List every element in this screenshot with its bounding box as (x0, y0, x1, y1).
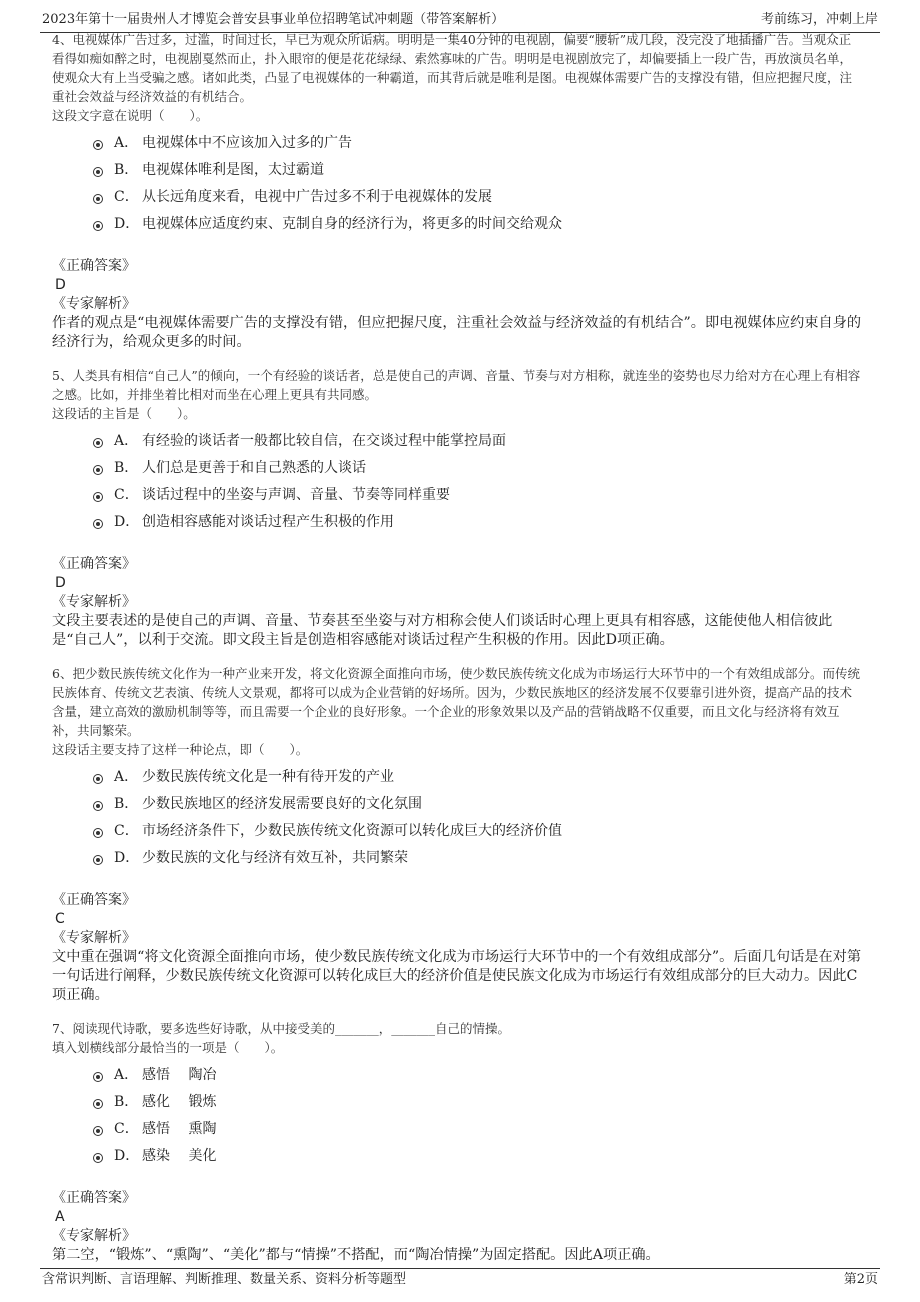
option-letter: A． (114, 433, 139, 449)
option-letter: B． (114, 1094, 139, 1110)
option-d[interactable] (52, 212, 862, 239)
option-text: 少数民族地区的经济发展需要良好的文化氛围 (142, 796, 422, 812)
question-stem: 7、阅读现代诗歌，要多选些好诗歌，从中接受美的_______，_______自己的情操。 (52, 1021, 510, 1036)
expert-analysis-label: 《专家解析》 (52, 296, 136, 312)
expert-analysis: 第二空，“锻炼”、“熏陶”、“美化”都与“情操”不搭配，而“陶冶情操”为固定搭配。因此A项正确。 (52, 1247, 660, 1263)
expert-analysis: 作者的观点是“电视媒体需要广告的支撑没有错，但应把握尺度，注重社会效益与经济效益的有机结合”。即电视媒体应约束自身的经济行为，给观众更多的时间。 (52, 315, 862, 350)
option-list (52, 765, 862, 873)
question-5 (52, 366, 862, 650)
option-c[interactable] (52, 185, 862, 212)
option-d[interactable] (52, 1144, 862, 1171)
option-text: 电视媒体应适度约束、克制自身的经济行为，将更多的时间交给观众 (142, 216, 562, 232)
option-text: 从长远角度来看，电视中广告过多不利于电视媒体的发展 (142, 189, 492, 205)
option-letter: B． (114, 796, 139, 812)
radio-icon[interactable] (93, 1126, 103, 1136)
option-letter: C． (114, 487, 139, 503)
correct-answer-label: 《正确答案》 (52, 258, 136, 274)
radio-icon[interactable] (93, 855, 103, 865)
question-prompt: 这段话主要支持了这样一种论点，即（ ）。 (52, 742, 309, 757)
option-b[interactable] (52, 456, 862, 483)
option-letter: D． (114, 216, 140, 232)
option-letter: D． (114, 850, 140, 866)
option-letter: D． (114, 514, 140, 530)
question-prompt: 这段文字意在说明（ ）。 (52, 108, 209, 123)
option-c[interactable] (52, 819, 862, 846)
expert-analysis-label: 《专家解析》 (52, 1228, 136, 1244)
option-list (52, 1063, 862, 1171)
radio-icon[interactable] (93, 167, 103, 177)
radio-icon[interactable] (93, 828, 103, 838)
radio-icon[interactable] (93, 492, 103, 502)
option-letter: C． (114, 1121, 139, 1137)
option-text: 人们总是更善于和自己熟悉的人谈话 (142, 460, 366, 476)
option-list (52, 131, 862, 239)
radio-icon[interactable] (93, 1072, 103, 1082)
question-7 (52, 1019, 862, 1265)
option-letter: C． (114, 823, 139, 839)
option-text: 感悟 熏陶 (142, 1121, 217, 1137)
option-letter: A． (114, 769, 139, 785)
expert-analysis-label: 《专家解析》 (52, 594, 136, 610)
radio-icon[interactable] (93, 194, 103, 204)
question-stem: 5、人类具有相信“自己人”的倾向，一个有经验的谈话者，总是使自己的声调、音量、节奏与对方相称，就连坐的姿势也尽力给对方在心理上有相容之感。比如，并排坐着比相对而坐在心理上更具有共同感。 (52, 368, 861, 402)
option-c[interactable] (52, 483, 862, 510)
radio-icon[interactable] (93, 438, 103, 448)
radio-icon[interactable] (93, 1099, 103, 1109)
header-slogan: 考前练习，冲刺上岸 (760, 12, 878, 27)
option-letter: D． (114, 1148, 140, 1164)
option-letter: B． (114, 162, 139, 178)
option-text: 电视媒体中不应该加入过多的广告 (142, 135, 352, 151)
correct-answer: A (55, 1209, 65, 1225)
expert-analysis: 文段主要表述的是使自己的声调、音量、节奏甚至坐姿与对方相称会使人们谈话时心理上更具有相容感，这能使他人相信彼此是“自己人”，以利于交流。即文段主旨是创造相容感能对谈话过程产生积极的作用。因此D项正确。 (52, 613, 833, 648)
option-text: 创造相容感能对谈话过程产生积极的作用 (142, 514, 394, 530)
option-letter: C． (114, 189, 139, 205)
footer-note: 含常识判断、言语理解、判断推理、数量关系、资料分析等题型 (42, 1272, 407, 1287)
question-4 (52, 30, 862, 352)
option-text: 谈话过程中的坐姿与声调、音量、节奏等同样重要 (142, 487, 450, 503)
option-text: 感化 锻炼 (142, 1094, 217, 1110)
question-6 (52, 664, 862, 1005)
question-prompt: 这段话的主旨是（ ）。 (52, 406, 196, 421)
option-text: 感悟 陶冶 (142, 1067, 217, 1083)
radio-icon[interactable] (93, 519, 103, 529)
correct-answer-label: 《正确答案》 (52, 892, 136, 908)
question-stem: 6、把少数民族传统文化作为一种产业来开发，将文化资源全面推向市场，使少数民族传统文化成为市场运行大环节中的一个有效组成部分。而传统民族体育、传统文艺表演、传统人文景观，都将可以成为企业营销的好场所。因为，少数民族地区的经济发展不仅要靠引进外资，提高产品的技术含量，建立高效的激励机制等等，而且需要一个企业的良好形象。一个企业的形象效果以及产品的营销战略不仅重要，而且文化与经济将有效互补，共同繁荣。 (52, 666, 860, 738)
correct-answer-label: 《正确答案》 (52, 1190, 136, 1206)
option-list (52, 429, 862, 537)
question-stem: 4、电视媒体广告过多，过滥，时间过长，早已为观众所诟病。明明是一集40分钟的电视剧，偏要“腰斩”成几段，没完没了地插播广告。当观众正看得如痴如醉之时，电视剧戛然而止，扑入眼帘的便是花花绿绿、索然寡味的广告。明明是电视剧放完了，却偏要插上一段广告，再放演员名单，使观众大有上当受骗之感。诸如此类，凸显了电视媒体的一种霸道，而其背后就是唯利是图。电视媒体需要广告的支撑没有错，但应把握尺度，注重社会效益与经济效益的有机结合。 (52, 32, 853, 104)
expert-analysis-label: 《专家解析》 (52, 930, 136, 946)
correct-answer: D (55, 277, 66, 293)
radio-icon[interactable] (93, 140, 103, 150)
question-prompt: 填入划横线部分最恰当的一项是（ ）。 (52, 1040, 284, 1055)
correct-answer: D (55, 575, 66, 591)
question-list (52, 32, 862, 1279)
document-title: 2023年第十一届贵州人才博览会普安县事业单位招聘笔试冲刺题（带答案解析） (42, 12, 505, 27)
option-text: 少数民族传统文化是一种有待开发的产业 (142, 769, 394, 785)
option-a[interactable] (52, 1063, 862, 1090)
expert-analysis: 文中重在强调“将文化资源全面推向市场，使少数民族传统文化成为市场运行大环节中的一个有效组成部分”。后面几句话是在对第一句话进行阐释，少数民族传统文化资源可以转化成巨大的经济价值是使民族文化成为市场运行有效组成部分的巨大动力。因此C项正确。 (52, 949, 862, 1003)
option-a[interactable] (52, 765, 862, 792)
radio-icon[interactable] (93, 801, 103, 811)
option-letter: A． (114, 1067, 139, 1083)
radio-icon[interactable] (93, 774, 103, 784)
option-a[interactable] (52, 429, 862, 456)
correct-answer: C (55, 911, 65, 927)
option-d[interactable] (52, 846, 862, 873)
radio-icon[interactable] (93, 221, 103, 231)
page-footer (40, 1268, 880, 1291)
option-text: 感染 美化 (142, 1148, 217, 1164)
option-d[interactable] (52, 510, 862, 537)
option-b[interactable] (52, 792, 862, 819)
correct-answer-label: 《正确答案》 (52, 556, 136, 572)
radio-icon[interactable] (93, 465, 103, 475)
option-b[interactable] (52, 1090, 862, 1117)
option-text: 电视媒体唯利是图，太过霸道 (142, 162, 324, 178)
option-c[interactable] (52, 1117, 862, 1144)
option-text: 少数民族的文化与经济有效互补，共同繁荣 (142, 850, 408, 866)
page-number: 第2页 (843, 1272, 878, 1287)
radio-icon[interactable] (93, 1153, 103, 1163)
option-letter: A． (114, 135, 139, 151)
option-text: 市场经济条件下，少数民族传统文化资源可以转化成巨大的经济价值 (142, 823, 562, 839)
option-b[interactable] (52, 158, 862, 185)
option-letter: B． (114, 460, 139, 476)
option-a[interactable] (52, 131, 862, 158)
option-text: 有经验的谈话者一般都比较自信，在交谈过程中能掌控局面 (142, 433, 506, 449)
